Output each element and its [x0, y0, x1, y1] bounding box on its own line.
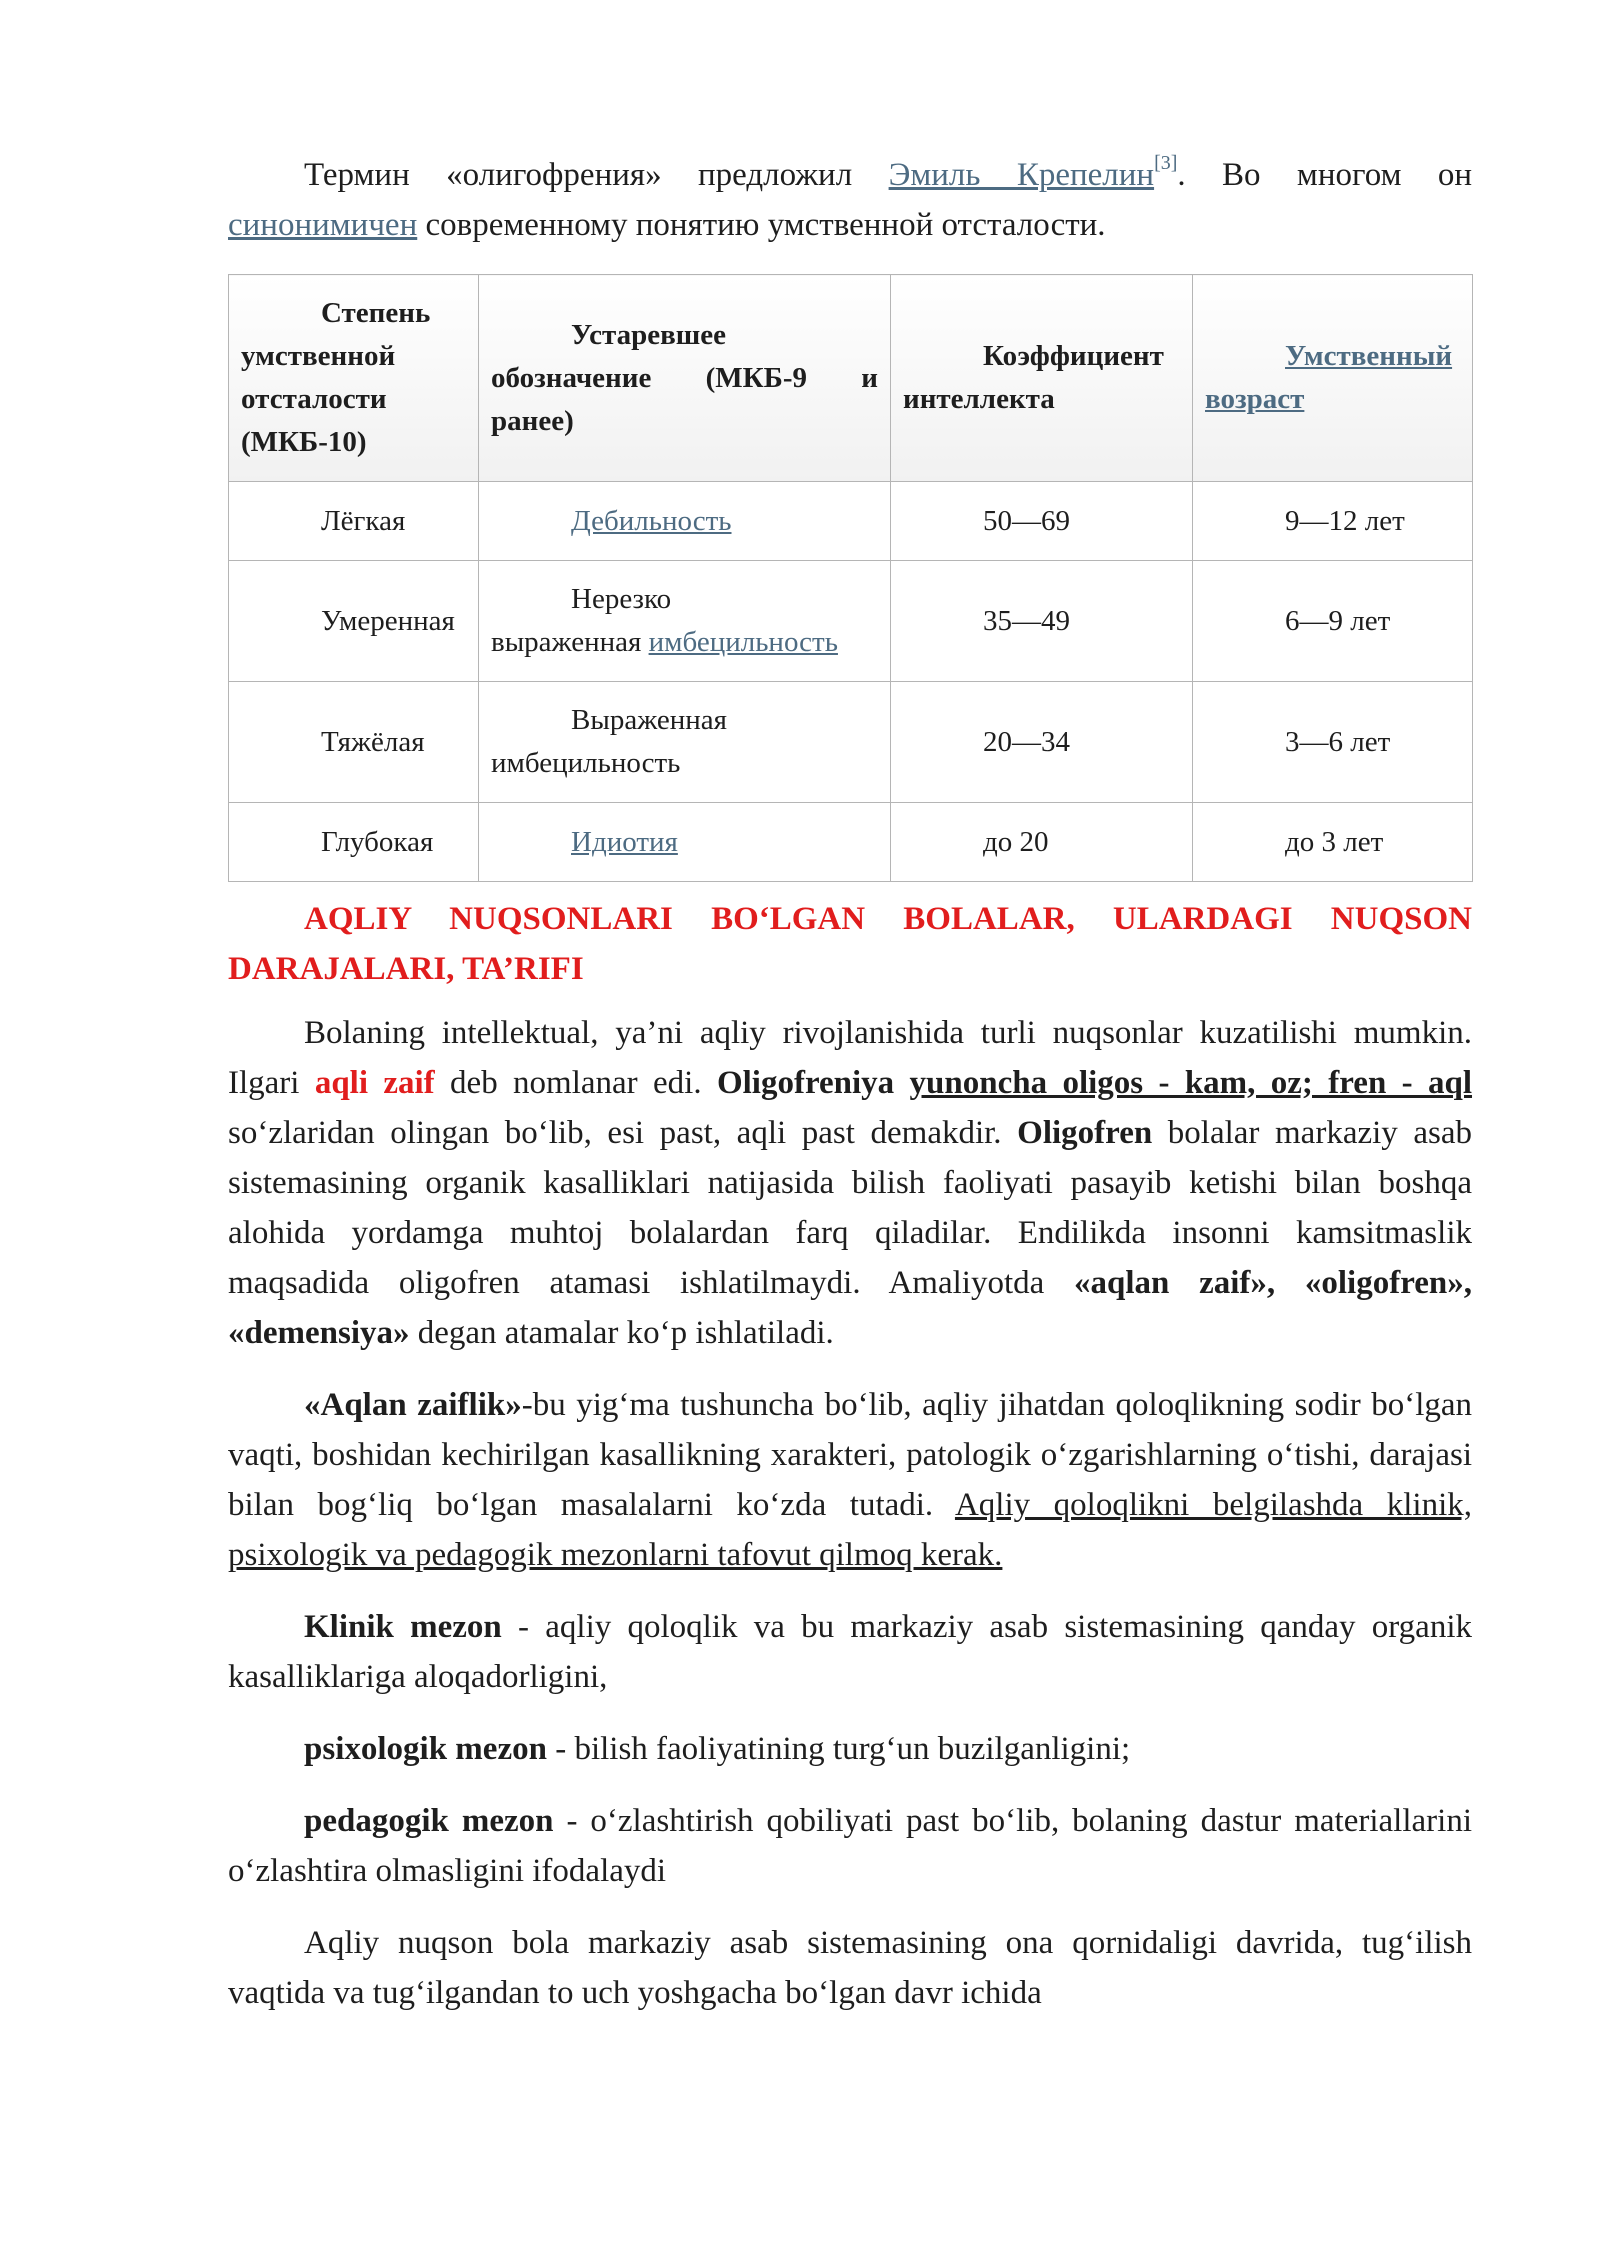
cell-age: 3—6 лет — [1193, 682, 1473, 803]
link-mental-age-2[interactable]: возраст — [1205, 383, 1305, 415]
table-row — [229, 682, 1473, 803]
paragraph-pedagogical: pedagogik mezon - o‘zlashtirish qobiliyati past bo‘lib, bolaning dastur materiallarini o‘zlashtira olmasligini ifodalaydi — [228, 1803, 1472, 1889]
header-iq: Коэффициент интеллекта — [891, 275, 1193, 482]
intro-text-2: . Во многом он — [1177, 157, 1472, 193]
cell-iq: 20—34 — [891, 682, 1193, 803]
table-row — [229, 803, 1473, 882]
paragraph-oligophrenia: Bolaning intellektual, ya’ni aqliy rivojlanishida turli nuqsonlar kuzatilishi mumkin. Ilgari aqli zaif deb nomlanar edi. Oligofreniya yunoncha oligos - kam, oz; fren - aql so‘zlaridan olingan bo‘lib, esi past, aqli past demakdir. Oligofren bolalar markaziy asab sistemasining organik kasalliklari natijasida bilish faoliyati pasayib ketishi bilan boshqa alohida yordamga muhtoj bolalardan farq qiladilar. Endilikda insonni kamsitmaslik maqsadida oligofren atamasi ishlatilmaydi. Amaliyotda «aqlan zaif», «oligofren», «demensiya» degan atamalar ko‘p ishlatiladi. — [228, 1015, 1473, 1351]
cell-degree: Глубокая — [229, 803, 479, 882]
paragraph-aqlan-zaiflik: «Aqlan zaiflik»-bu yig‘ma tushuncha bo‘lib, aqliy jihatdan qoloqlikning sodir bo‘lgan vaqti, boshidan kechirilgan kasallikning xarakteri, patologik o‘zgarishlarning o‘tishi, darajasi bilan bog‘liq bo‘lgan masalalarni ko‘zda tutadi. Aqliy qoloqlikni belgilashda klinik, psixologik va pedagogik mezonlarni tafovut qilmoq kerak. — [228, 1387, 1473, 1573]
link-synonymous[interactable]: синонимичен — [228, 207, 418, 243]
paragraph-final: Aqliy nuqson bola markaziy asab sistemasining ona qornidaligi davrida, tug‘ilish vaqtida va tug‘ilgandan to uch yoshgacha bo‘lgan davr ichida — [228, 1925, 1472, 2011]
cell-old — [479, 803, 891, 882]
cell-old: Выраженная имбецильность — [479, 682, 891, 803]
paragraph-clinical: Klinik mezon - aqliy qoloqlik va bu markaziy asab sistemasining qanday organik kasalliklariga aloqadorligini, — [228, 1609, 1472, 1695]
underlined-sentence: Aqliy qoloqlikni belgilashda klinik, psixologik va pedagogik mezonlarni tafovut qilmoq kerak. — [228, 1487, 1472, 1573]
link-kraepelin[interactable]: Эмиль Крепелин — [888, 157, 1155, 193]
link-mental-age-1[interactable]: Умственный — [1285, 340, 1453, 372]
term-etymology: yunoncha oligos - kam, oz; fren - aql — [909, 1065, 1473, 1101]
section-heading: AQLIY NUQSONLARI BO‘LGAN BOLALAR, ULARDAGI NUQSON DARAJALARI, TA’RIFI — [228, 901, 1472, 987]
intro-text-1: Термин «олигофрения» предложил — [304, 157, 853, 193]
term-oligofren: Oligofren — [1017, 1115, 1153, 1151]
cell-age: 6—9 лет — [1193, 561, 1473, 682]
cell-age: до 3 лет — [1193, 803, 1473, 882]
cell-old — [479, 482, 891, 561]
cell-degree: Лёгкая — [229, 482, 479, 561]
cell-iq: 35—49 — [891, 561, 1193, 682]
term-aqli-zaif: aqli zaif — [314, 1065, 435, 1101]
intro-text-3: современному понятию умственной отсталости. — [425, 207, 1106, 243]
term-oligofreniya: Oligofreniya — [716, 1065, 895, 1101]
cell-degree: Тяжёлая — [229, 682, 479, 803]
cell-old: Нерезко выраженная имбецильность — [479, 561, 891, 682]
table-header-row — [229, 275, 1473, 482]
cell-iq: до 20 — [891, 803, 1193, 882]
term-aqlan-zaiflik: «Aqlan zaiflik» — [304, 1387, 522, 1423]
table-row — [229, 561, 1473, 682]
footnote-ref[interactable]: [3] — [1154, 152, 1178, 174]
document-body — [228, 150, 1472, 2018]
header-mental-age — [1193, 275, 1473, 482]
table-row — [229, 482, 1473, 561]
cell-degree: Умеренная — [229, 561, 479, 682]
intro-paragraph — [228, 150, 1472, 250]
header-degree: Степень умственной отсталости (МКБ-10) — [229, 275, 479, 482]
link-debility[interactable]: Дебильность — [571, 504, 732, 537]
header-old-designation: Устаревшее обозначение (МКБ-9 и ранее) — [479, 275, 891, 482]
mental-retardation-table — [228, 274, 1473, 882]
paragraph-psychological: psixologik mezon - bilish faoliyatining turg‘un buzilganligini; — [304, 1731, 1131, 1767]
link-imbecility[interactable]: имбецильность — [648, 626, 838, 658]
cell-iq: 50—69 — [891, 482, 1193, 561]
cell-age: 9—12 лет — [1193, 482, 1473, 561]
link-idiocy[interactable]: Идиотия — [571, 825, 678, 858]
